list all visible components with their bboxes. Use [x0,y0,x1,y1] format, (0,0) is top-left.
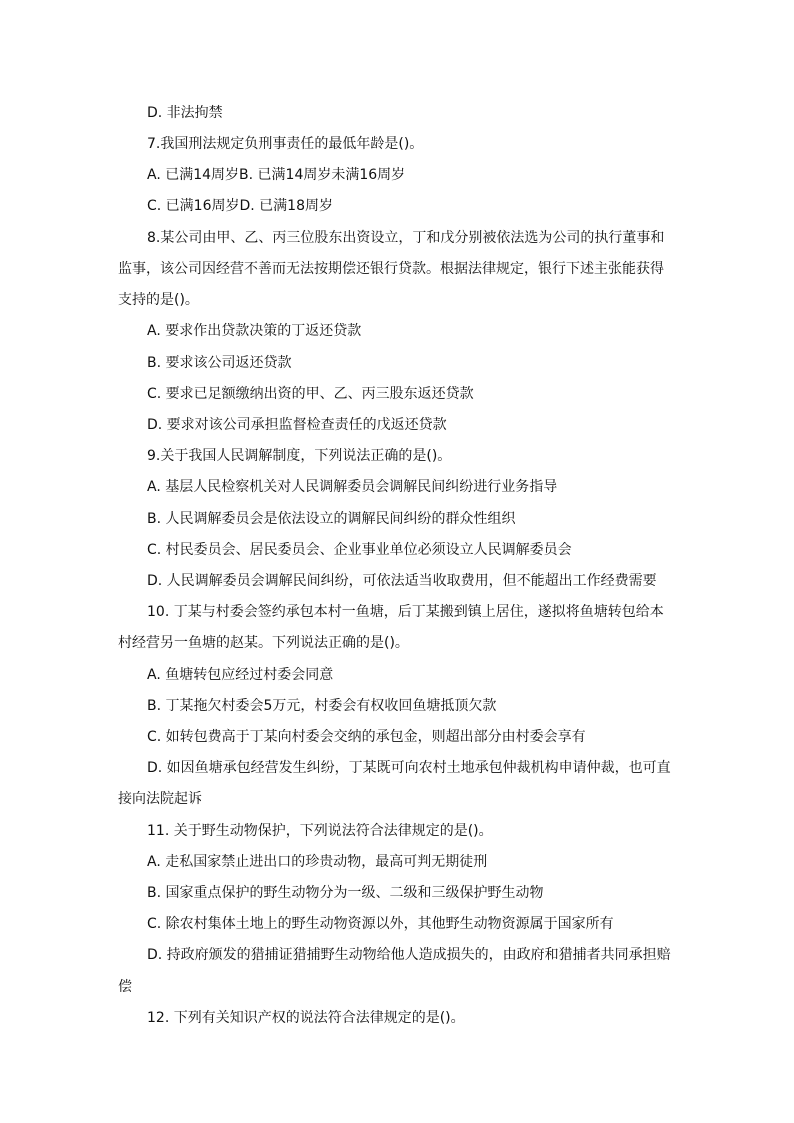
question-11: 11. 关于野生动物保护，下列说法符合法律规定的是()。 [147,823,493,839]
text-line: C. 已满16周岁D. 已满18周岁 [147,198,333,214]
question-9: 9.关于我国人民调解制度，下列说法正确的是()。 [147,448,452,464]
text-line: C. 村民委员会、居民委员会、企业事业单位必须设立人民调解委员会 [147,542,572,558]
text-line: 村经营另一鱼塘的赵某。下列说法正确的是()。 [118,635,409,651]
text-line: 偿 [118,979,132,995]
text-line: 支持的是()。 [118,292,199,308]
text-line: 接向法院起诉 [118,791,202,807]
text-line: C. 要求已足额缴纳出资的甲、乙、丙三股东返还贷款 [147,386,474,402]
text-line: B. 人民调解委员会是依法设立的调解民间纠纷的群众性组织 [147,511,516,527]
text-line: A. 基层人民检察机关对人民调解委员会调解民间纠纷进行业务指导 [147,479,558,495]
text-line: D. 要求对该公司承担监督检查责任的戊返还贷款 [147,417,447,433]
text-line: D. 人民调解委员会调解民间纠纷，可依法适当收取费用，但不能超出工作经费需要 [147,573,657,589]
text-line: C. 除农村集体土地上的野生动物资源以外，其他野生动物资源属于国家所有 [147,916,614,932]
text-line: A. 鱼塘转包应经过村委会同意 [147,667,334,683]
text-line: 监事，该公司因经营不善而无法按期偿还银行贷款。根据法律规定，银行下述主张能获得 [118,261,664,277]
text-line: A. 走私国家禁止进出口的珍贵动物，最高可判无期徒刑 [147,854,488,870]
text-line: D. 非法拘禁 [147,105,223,121]
text-line: A. 已满14周岁B. 已满14周岁未满16周岁 [147,167,406,183]
text-line: D. 持政府颁发的猎捕证猎捕野生动物给他人造成损失的，由政府和猎捕者共同承担赔 [147,947,671,963]
question-12: 12. 下列有关知识产权的说法符合法律规定的是()。 [147,1010,465,1026]
text-line: A. 要求作出贷款决策的丁返还贷款 [147,323,362,339]
question-10: 10. 丁某与村委会签约承包本村一鱼塘，后丁某搬到镇上居住，遂拟将鱼塘转包给本 [147,604,664,620]
text-line: B. 丁某拖欠村委会5万元，村委会有权收回鱼塘抵顶欠款 [147,698,497,714]
text-line: B. 要求该公司返还贷款 [147,355,292,371]
question-7: 7.我国刑法规定负刑事责任的最低年龄是()。 [147,136,424,152]
text-line: C. 如转包费高于丁某向村委会交纳的承包金，则超出部分由村委会享有 [147,729,586,745]
text-line: B. 国家重点保护的野生动物分为一级、二级和三级保护野生动物 [147,885,544,901]
question-8: 8.某公司由甲、乙、丙三位股东出资设立，丁和戊分别被依法选为公司的执行董事和 [147,230,665,246]
text-line: D. 如因鱼塘承包经营发生纠纷，丁某既可向农村土地承包仲裁机构申请仲裁，也可直 [147,760,671,776]
